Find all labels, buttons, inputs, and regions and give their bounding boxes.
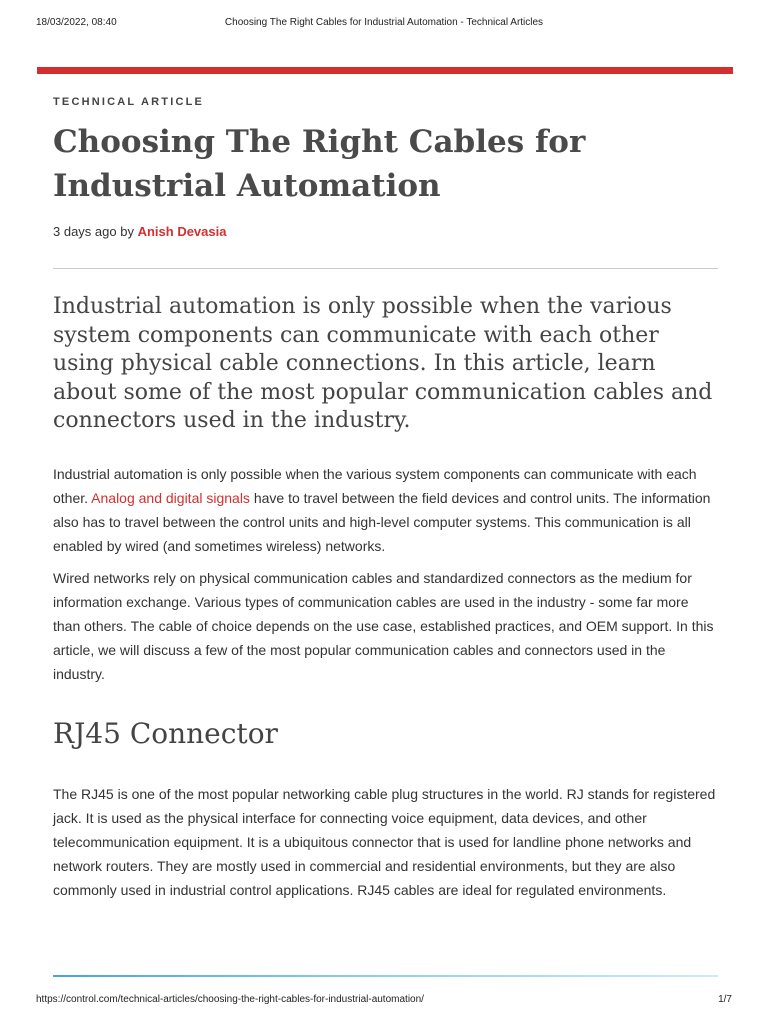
byline-by: by: [120, 224, 134, 239]
article-category: TECHNICAL ARTICLE: [53, 96, 205, 108]
article-title: Choosing The Right Cables for Industrial Automation: [53, 124, 586, 204]
paragraph-intro-text-1: Industrial automation is only possible when the various system components can communicate with each other.: [53, 465, 697, 506]
divider: [53, 268, 718, 269]
article-byline: [53, 224, 718, 242]
brand-accent-bar: [37, 67, 733, 74]
print-url: https://control.com/technical-articles/choosing-the-right-cables-for-industrial-automation/: [36, 994, 424, 1005]
paragraph-rj45: The RJ45 is one of the most popular networking cable plug structures in the world. RJ stands for registered jack. It is used as the physical interface for connecting voice equipment, data devices, and other telecommunication equipment. It is a ubiquitous connector that is used for landline phone networks and network routers. They are mostly used in commercial and residential environments, but they are also commonly used in industrial control applications. RJ45 cables are ideal for regulated environments.: [53, 785, 716, 898]
article-content: [53, 92, 718, 902]
article-lede: Industrial automation is only possible when the various system components can communicate with each other using physical cable connections. In this article, learn about some of the most popular communication cables and connectors used in the industry.: [53, 294, 713, 433]
author-link[interactable]: Anish Devasia: [137, 224, 227, 239]
print-page-number: 1/7: [718, 994, 732, 1005]
print-datetime: 18/03/2022, 08:40: [36, 17, 117, 28]
article-image-top-edge: [53, 975, 718, 977]
paragraph-wired-networks: Wired networks rely on physical communication cables and standardized connectors as the medium for information exchange. Various types of communication cables are used in the industry - some far more than others. The cable of choice depends on the use case, established practices, and OEM support. In this article, we will discuss a few of the most popular communication cables and connectors used in the industry.: [53, 569, 714, 682]
print-header: [36, 17, 732, 31]
print-page-title: Choosing The Right Cables for Industrial Automation - Technical Articles: [224, 17, 544, 28]
posted-time: 3 days ago: [53, 224, 117, 239]
paragraph-intro-text-2: have to travel between the field devices and control units. The information also has to travel between the control units and high-level computer systems. This communication is all enabled by wired (and sometimes wireless) networks.: [53, 489, 711, 554]
paragraph-intro: [53, 462, 718, 558]
section-heading-rj45: RJ45 Connector: [53, 716, 278, 750]
print-footer: [36, 994, 732, 1008]
analog-digital-signals-link[interactable]: Analog and digital signals: [91, 489, 250, 506]
